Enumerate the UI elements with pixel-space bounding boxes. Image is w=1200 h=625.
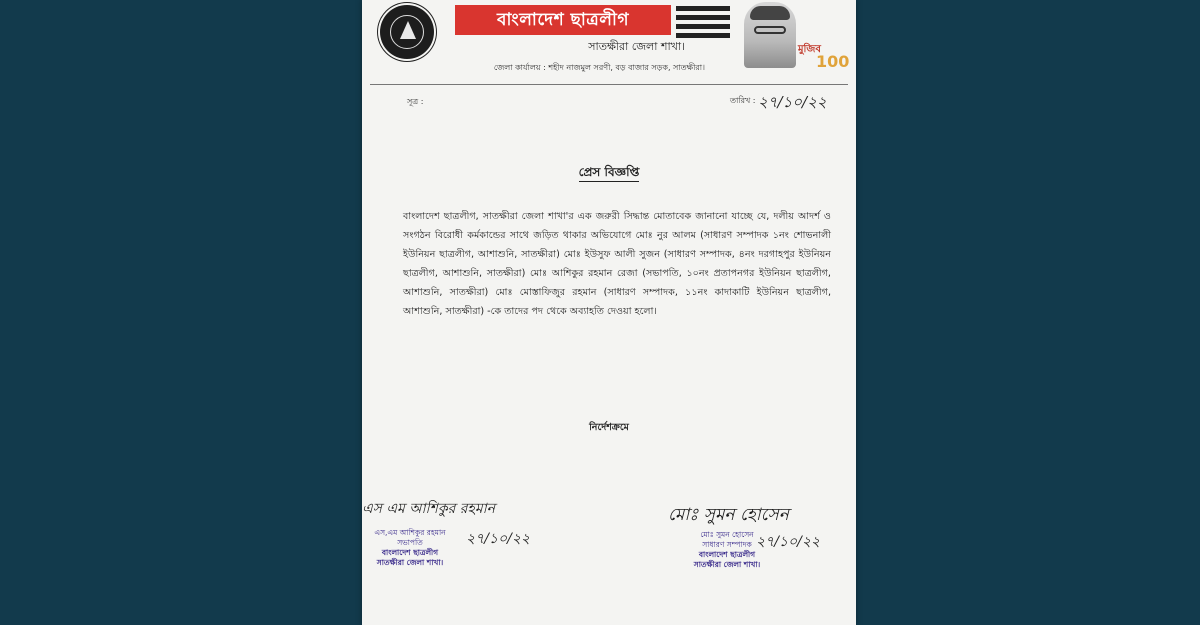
org-name-banner	[455, 5, 671, 35]
stamp-left-role: সভাপতি	[397, 538, 423, 547]
stamp-right-org: বাংলাদেশ ছাত্রলীগ	[698, 550, 756, 559]
signature-left-date: ২৭/১০/২২	[466, 531, 531, 547]
letterhead	[362, 0, 856, 86]
office-address: জেলা কার্যালয় : শহীদ নাজমুল সরণী, বড় বাজার সড়ক, সাতক্ষীরা।	[493, 63, 705, 72]
org-name: বাংলাদেশ ছাত্রলীগ	[497, 10, 629, 30]
reference-label: সূত্র :	[407, 97, 424, 106]
decorative-stripes	[676, 6, 730, 38]
heading-text: প্রেস বিজ্ঞপ্তি	[579, 165, 640, 182]
badge-number: 100	[816, 52, 850, 71]
stamp-left-branch: সাতক্ষীরা জেলা শাখা।	[376, 558, 444, 567]
stamp-right-branch: সাতক্ষীরা জেলা শাখা।	[693, 560, 761, 569]
stamp-left-name: এস,এম আশিকুর রহমান	[374, 528, 446, 537]
mujib-100-badge-icon	[798, 42, 848, 70]
order-label: নির্দেশক্রমে	[589, 422, 629, 433]
portrait-image	[744, 2, 796, 68]
signature-left: এস এম আশিকুর রহমান	[362, 501, 496, 517]
divider	[370, 84, 848, 85]
chhatra-league-logo-icon	[380, 5, 434, 59]
badge-name: মুজিব	[798, 44, 821, 55]
signature-right: মোঃ সুমন হোসেন	[668, 505, 789, 525]
date-label: তারিখ :	[730, 96, 756, 105]
body-paragraph: বাংলাদেশ ছাত্রলীগ, সাতক্ষীরা জেলা শাখা'র এক জরুরী সিদ্ধান্ত মোতাবেক জানানো যাচ্ছে যে, দলীয় আদর্শ ও সংগঠন বিরোধী কর্মকান্ডের সাথে জড়িত থাকার অভিযোগে মোঃ নুর আলম (সাধারণ সম্পাদক ১নং শোভনালী ইউনিয়ন ছাত্রলীগ, আশাশুনি, সাতক্ষীরা) মোঃ ইউসুফ আলী সুজন (সাধারণ সম্পাদক, ৪নং দরগাহপুর ইউনিয়ন ছাত্রলীগ, আশাশুনি, সাতক্ষীরা) মোঃ আশিকুর রহমান রেজা (সভাপতি, ১০নং প্রতাপনগর ইউনিয়ন ছাত্রলীগ, আশাশুনি, সাতক্ষীরা) মোঃ মোস্তাফিজুর রহমান (সাধারণ সম্পাদক, ১১নং কাদাকাটি ইউনিয়ন ছাত্রলীগ, আশাশুনি, সাতক্ষীরা) -কে তাদের পদ থেকে অব্যাহতি দেওয়া হলো।	[403, 211, 831, 317]
branch-name: সাতক্ষীরা জেলা শাখা।	[588, 40, 685, 53]
press-release-document	[362, 0, 856, 625]
stamp-right	[662, 530, 792, 570]
stamp-right-role: সাধারণ সম্পাদক	[702, 540, 752, 549]
stamp-left	[362, 528, 458, 568]
signature-right-date: ২৭/১০/২২	[756, 534, 821, 550]
stamp-left-org: বাংলাদেশ ছাত্রলীগ	[381, 548, 439, 557]
date-value: ২৭/১০/২২	[758, 93, 827, 111]
stamp-right-name: মোঃ সুমন হোসেন	[700, 530, 754, 539]
document-heading	[362, 164, 856, 184]
